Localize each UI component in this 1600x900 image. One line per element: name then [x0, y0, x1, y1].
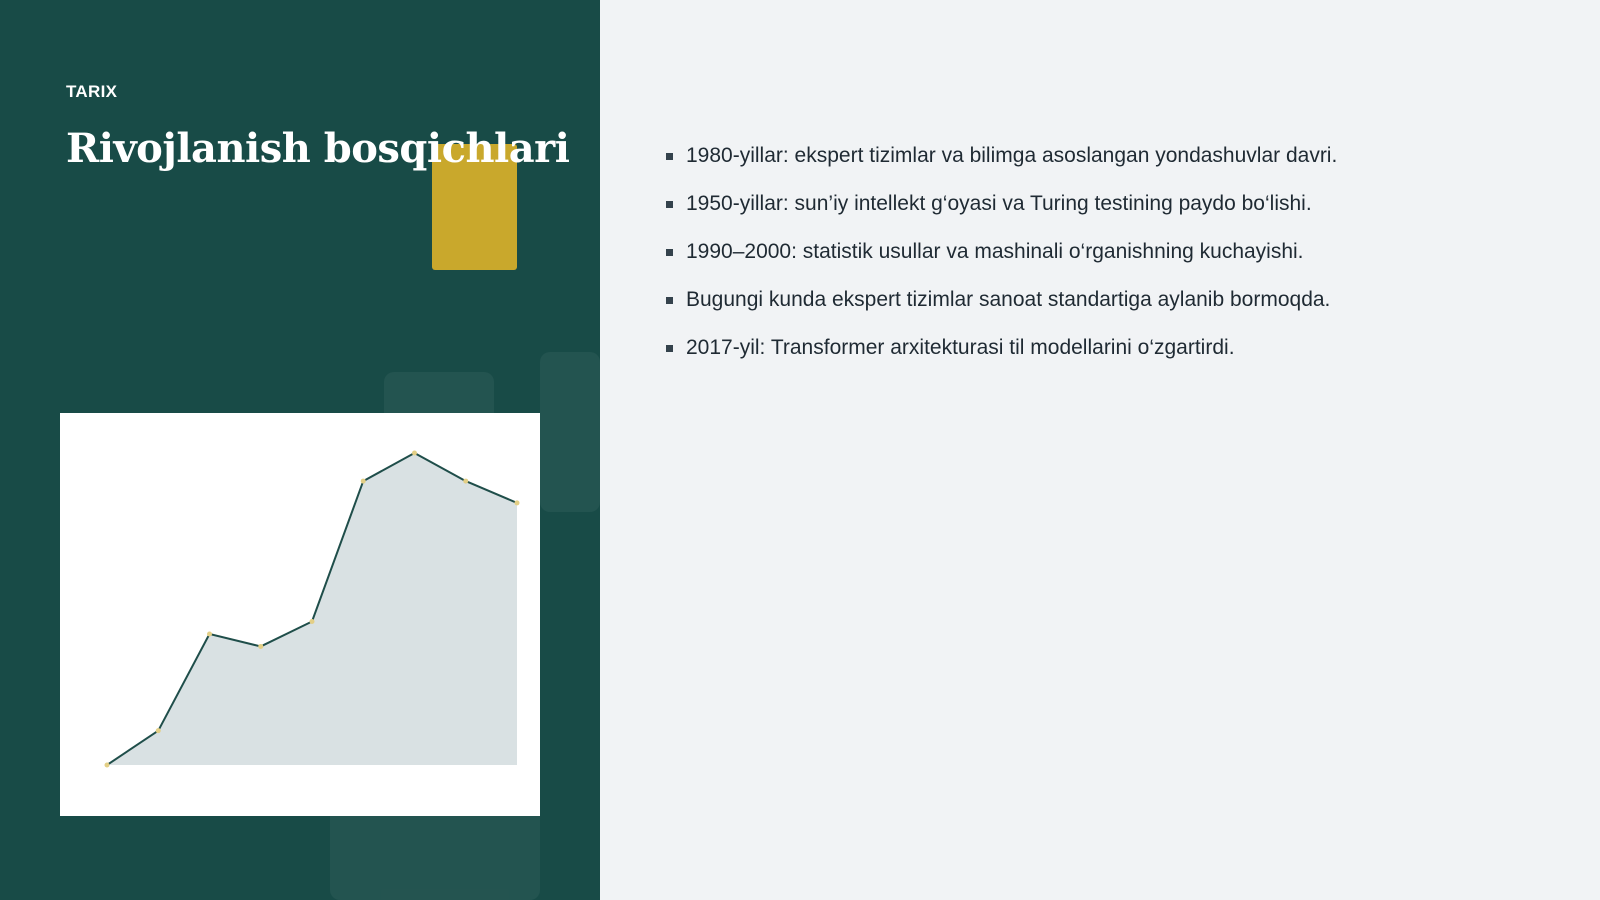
right-panel — [600, 0, 1600, 900]
bullet-item — [666, 332, 1337, 380]
bullet-text: Bugungi kunda ekspert tizimlar sanoat standartiga aylanib bormoqda. — [686, 288, 1331, 311]
bullet-text: 1990–2000: statistik usullar va mashinali o‘rganishning kuchayishi. — [686, 240, 1304, 263]
chart-data-point — [207, 631, 212, 636]
chart-data-point — [310, 619, 315, 624]
bullet-item — [666, 284, 1337, 332]
square-bullet-icon — [666, 249, 673, 256]
chart-data-point — [361, 479, 366, 484]
bullet-item — [666, 188, 1337, 236]
chart-data-point — [105, 763, 110, 768]
chart-card — [60, 413, 540, 816]
decorative-tile — [540, 352, 600, 512]
chart-data-point — [258, 644, 263, 649]
bullet-text: 1980-yillar: ekspert tizimlar va bilimga asoslangan yondashuvlar davri. — [686, 144, 1338, 167]
chart-data-point — [412, 451, 417, 456]
section-eyebrow: TARIX — [66, 82, 118, 101]
square-bullet-icon — [666, 297, 673, 304]
chart-data-point — [515, 500, 520, 505]
square-bullet-icon — [666, 201, 673, 208]
bullet-text: 2017-yil: Transformer arxitekturasi til modellarini o‘zgartirdi. — [686, 336, 1235, 359]
square-bullet-icon — [666, 153, 673, 160]
chart-data-point — [463, 479, 468, 484]
bullet-item — [666, 236, 1337, 284]
left-panel — [0, 0, 600, 900]
bullet-item — [666, 140, 1337, 188]
slide-title: Rivojlanish bosqichlari — [66, 125, 570, 172]
chart-area-fill — [107, 453, 517, 765]
square-bullet-icon — [666, 345, 673, 352]
bullet-text: 1950-yillar: sun’iy intellekt g‘oyasi va Turing testining paydo bo‘lishi. — [686, 192, 1312, 215]
chart-data-point — [156, 728, 161, 733]
area-chart — [60, 413, 540, 816]
bullet-list — [666, 140, 1337, 380]
